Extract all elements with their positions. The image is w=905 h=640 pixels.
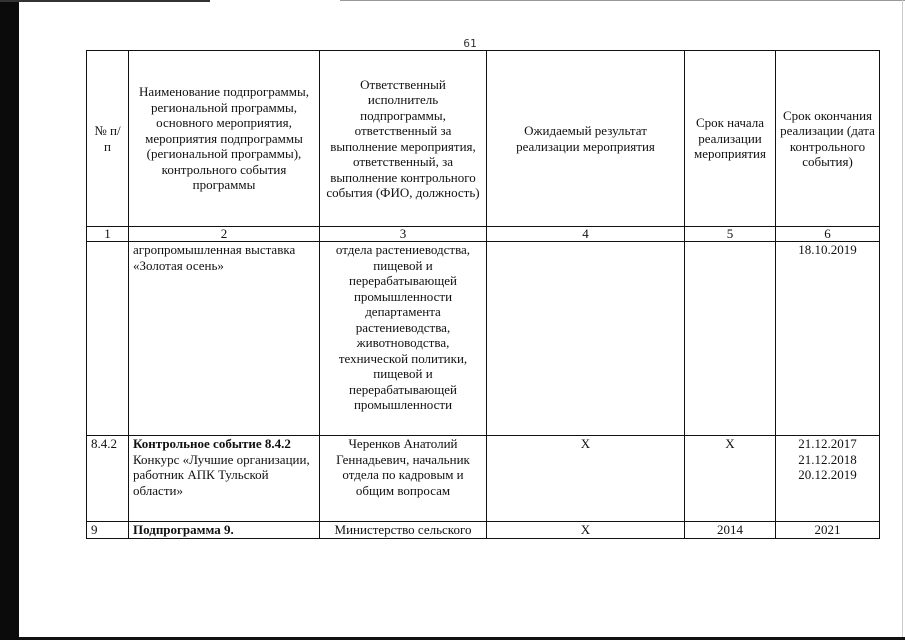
row-end-date: 20.12.2019 — [798, 467, 857, 482]
table-row — [87, 436, 880, 522]
row-start: 2014 — [685, 522, 776, 539]
row-result — [487, 242, 685, 436]
header-name: Наименование подпрограммы, региональной программы, основного мероприятия, мероприятия подпрограммы (региональной программы), контрольного события программы — [129, 51, 320, 227]
row-number — [87, 242, 129, 436]
row-end-cell — [776, 436, 880, 522]
header-end: Срок окончания реализации (дата контрольного события) — [776, 51, 880, 227]
scan-right-edge — [902, 0, 903, 640]
row-name: агропромышленная выставка «Золотая осень» — [129, 242, 320, 436]
column-number: 2 — [129, 227, 320, 242]
column-number: 1 — [87, 227, 129, 242]
row-start — [685, 242, 776, 436]
subprogram-title: Подпрограмма 9. — [129, 522, 320, 539]
header-responsible: Ответственный исполнитель подпрограммы, ответственный за выполнение мероприятия, ответственный, за выполнение контрольного события (ФИО, должность) — [320, 51, 487, 227]
page-number: 61 — [463, 37, 477, 50]
scan-left-edge — [0, 0, 19, 640]
column-number: 3 — [320, 227, 487, 242]
row-responsible: отдела растениеводства, пищевой и перерабатывающей промышленности департамента растениеводства, животноводства, технической политики, пищевой и перерабатывающей промышленности — [320, 242, 487, 436]
row-name-cell — [129, 436, 320, 522]
scan-top-line — [0, 0, 210, 2]
control-event-title: Контрольное событие 8.4.2 — [133, 436, 291, 451]
row-result: Х — [487, 436, 685, 522]
table-header-row — [87, 51, 880, 227]
row-result: Х — [487, 522, 685, 539]
row-number: 9 — [87, 522, 129, 539]
row-end-date: 21.12.2017 — [798, 436, 857, 451]
scan-top-line — [340, 0, 905, 1]
row-name: Конкурс «Лучшие организации, работник АПК Тульской области» — [133, 451, 310, 498]
program-table — [86, 50, 880, 539]
column-number: 5 — [685, 227, 776, 242]
header-start: Срок начала реализации мероприятия — [685, 51, 776, 227]
column-number: 6 — [776, 227, 880, 242]
column-number: 4 — [487, 227, 685, 242]
row-responsible: Черенков Анатолий Геннадьевич, начальник отдела по кадровым и общим вопросам — [320, 436, 487, 522]
header-number: № п/п — [87, 51, 129, 227]
header-result: Ожидаемый результат реализации мероприятия — [487, 51, 685, 227]
row-end: 18.10.2019 — [776, 242, 880, 436]
row-responsible: Министерство сельского — [320, 522, 487, 539]
column-numbers-row — [87, 227, 880, 242]
table-row — [87, 522, 880, 539]
row-end-date: 21.12.2018 — [798, 451, 857, 467]
table-row — [87, 242, 880, 436]
row-start: Х — [685, 436, 776, 522]
row-end: 2021 — [776, 522, 880, 539]
row-number: 8.4.2 — [87, 436, 129, 522]
